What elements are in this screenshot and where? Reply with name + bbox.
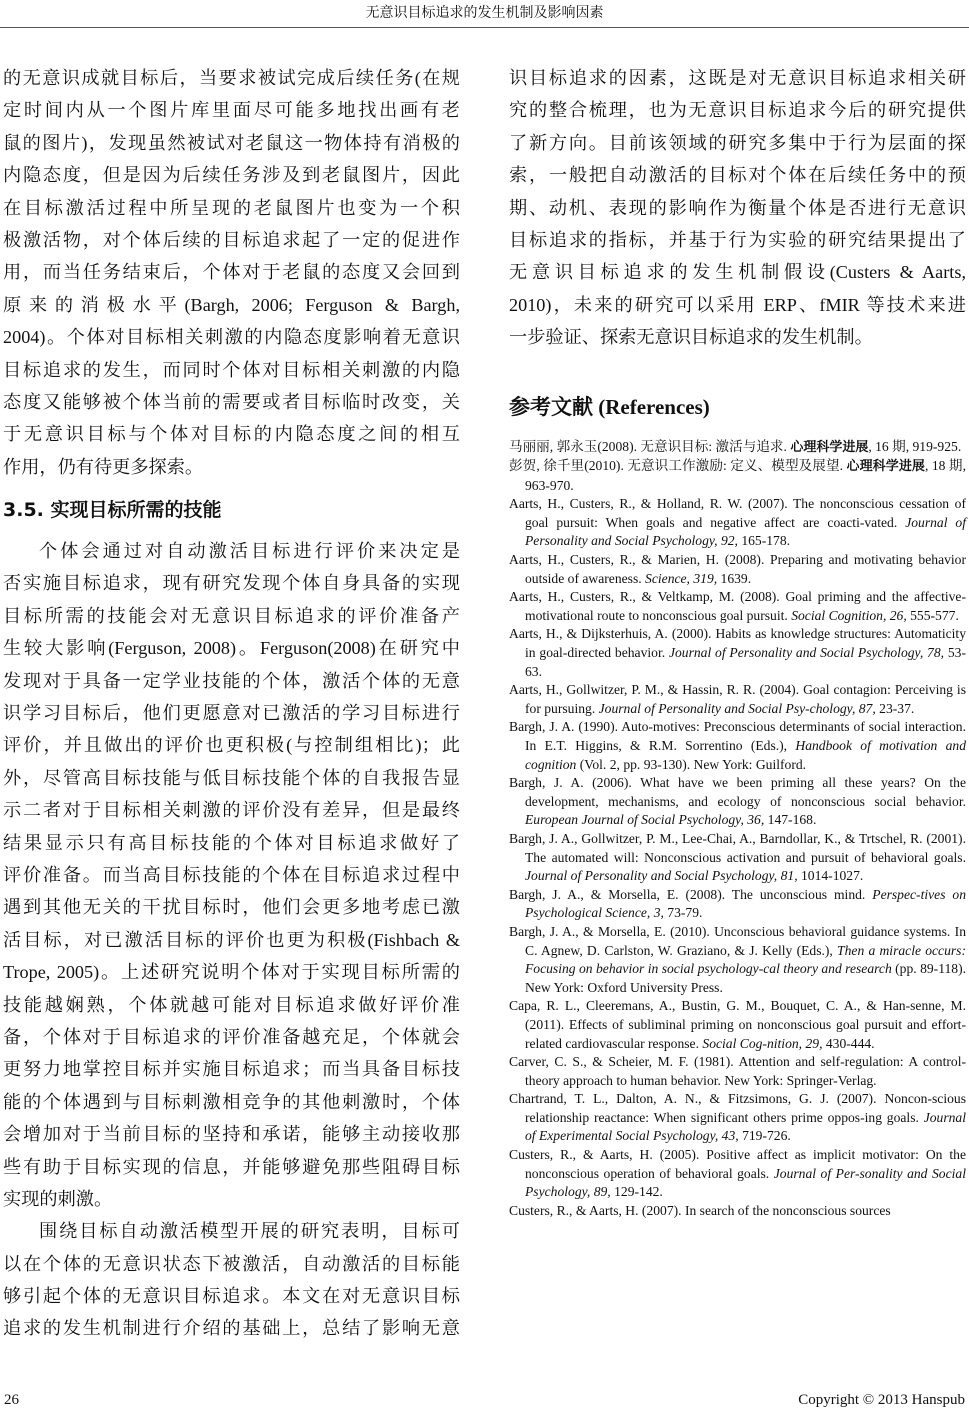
reference-text: 23-37. bbox=[875, 700, 915, 716]
text-line: 极激活物，对个体后续的目标追求起了一定的促进作 bbox=[3, 229, 460, 250]
reference-source: Science, 319, bbox=[645, 570, 718, 586]
reference-text: Capa, R. L., Cleeremans, A., Bustin, G. M., Bouquet, C. A., & Han-senne, M. (2011). Effects of subliminal priming on nonconscious goal pursuit and effort-related cardiovascular response. bbox=[509, 998, 966, 1051]
reference-entry bbox=[509, 997, 966, 1053]
reference-text: Chartrand, T. L., Dalton, A. N., & Fitzsimons, G. J. (2007). Noncon-scious relationship reactance: When significant others prime oppos-ing goals. bbox=[509, 1091, 966, 1125]
reference-source: Social Cog-nition, 29, bbox=[702, 1035, 823, 1051]
reference-text: Custers, R., & Aarts, H. (2005). Positive affect as implicit motivator: On the nonconscious operation of behavioral goals. bbox=[509, 1147, 966, 1181]
reference-text: 147-168. bbox=[764, 812, 817, 828]
text-line: 目标追求的指标，并基于行为实验的研究结果提出了 bbox=[509, 229, 966, 250]
reference-source: Journal of Personality and Social Psychology, 92, bbox=[525, 514, 967, 549]
text-line: 期、动机、表现的影响作为衡量个体是否进行无意识 bbox=[509, 197, 966, 218]
text-line: 识学习目标后，他们更愿意对已激活的学习目标进行 bbox=[3, 703, 460, 724]
page-number: 26 bbox=[4, 1392, 19, 1408]
reference-journal: 心理科学进展 bbox=[790, 439, 869, 455]
header-divider bbox=[0, 27, 969, 28]
reference-text: 53-63. bbox=[525, 645, 966, 679]
section-heading: 3.5. 实现目标所需的技能 bbox=[3, 499, 222, 522]
text-line: 个体会通过对自动激活目标进行评价来决定是 bbox=[39, 541, 460, 562]
reference-entry bbox=[509, 1090, 966, 1146]
text-line: 原来的消极水平(Bargh, 2006; Ferguson & Bargh, bbox=[3, 294, 460, 315]
text-line: 围绕目标自动激活模型开展的研究表明，目标可 bbox=[39, 1221, 460, 1242]
text-line: 否实施目标追求，现有研究发现个体自身具备的实现 bbox=[3, 573, 460, 594]
reference-text: 430-444. bbox=[822, 1035, 875, 1051]
reference-text: 1639. bbox=[717, 570, 752, 586]
text-line: 生较大影响(Ferguson, 2008)。Ferguson(2008)在研究中 bbox=[3, 638, 460, 659]
paragraph bbox=[509, 62, 966, 354]
reference-entry bbox=[509, 438, 966, 458]
reference-text: (Vol. 2, pp. 93-130). New York: Guilford. bbox=[576, 756, 807, 772]
text-line: 作用，仍有待更多探索。 bbox=[3, 456, 204, 477]
text-line: 定时间内从一个图片库里面尽可能多地找出画有老 bbox=[3, 100, 460, 121]
text-line: 于无意识目标与个体对目标的内隐态度之间的相互 bbox=[3, 424, 460, 445]
reference-text: , 16 期, 919-925. bbox=[868, 438, 962, 454]
reference-source: European Journal of Social Psychology, 36, bbox=[525, 812, 765, 828]
reference-text: 彭贺, 徐千里(2010). 无意识工作激励: 定义、模型及展望. bbox=[509, 458, 847, 474]
left-column bbox=[3, 62, 460, 1345]
reference-text: Bargh, J. A. (2006). What have we been priming all these years? On the development, mechanisms, and ecology of nonconscious social behavior. bbox=[509, 775, 966, 809]
text-line: 识目标追求的因素，这既是对无意识目标追求相关研 bbox=[509, 68, 966, 88]
reference-text: , 18 期, 963-970. bbox=[525, 458, 966, 493]
text-line: 态度又能够被个体当前的需要或者目标临时改变，关 bbox=[3, 391, 460, 412]
reference-source: Journal of Experimental Social Psychology, 43, bbox=[525, 1109, 966, 1144]
text-line: 在目标激活过程中所呈现的老鼠图片也变为一个积 bbox=[3, 197, 460, 218]
text-line: 备，个体对于目标追求的评价准备越充足，个体就会 bbox=[3, 1026, 460, 1047]
text-line: 实现的刺激。 bbox=[3, 1188, 113, 1209]
text-line: Trope, 2005)。上述研究说明个体对于实现目标所需的 bbox=[3, 962, 460, 983]
right-column bbox=[509, 62, 966, 1220]
text-line: 究的整合梳理，也为无意识目标追求今后的研究提供 bbox=[509, 100, 966, 121]
text-line: 遇到其他无关的干扰目标时，他们会更多地考虑已激 bbox=[3, 897, 460, 918]
reference-entry bbox=[509, 457, 966, 495]
text-line: 够引起个体的无意识目标追求。本文在对无意识目标 bbox=[3, 1286, 460, 1307]
text-line: 鼠的图片)，发现虽然被试对老鼠这一物体持有消极的 bbox=[3, 132, 460, 153]
running-header: 无意识目标追求的发生机制及影响因素 bbox=[365, 6, 604, 21]
reference-text: (pp. 89-118). New York: Oxford University Press. bbox=[525, 961, 967, 995]
text-line: 追求的发生机制进行介绍的基础上，总结了影响无意 bbox=[3, 1318, 460, 1339]
text-line: 技能越娴熟，个体就越可能对目标追求做好评价准 bbox=[3, 994, 460, 1015]
reference-source: Journal of Personality and Social Psychology, 81, bbox=[525, 868, 798, 884]
reference-text: Aarts, H., Custers, R., & Marien, H. (2008). Preparing and motivating behavior outside of awareness. bbox=[509, 552, 966, 586]
paragraph bbox=[3, 62, 460, 483]
text-line: 用，而当任务结束后，个体对于老鼠的态度又会回到 bbox=[3, 262, 460, 283]
reference-source: Journal of Personality and Social Psy-chology, 87, bbox=[598, 700, 876, 716]
text-line: 索，一般把自动激活的目标对个体在后续任务中的预 bbox=[509, 165, 966, 186]
text-line: 外，尽管高目标技能与低目标技能个体的自我报告显 bbox=[3, 767, 460, 788]
reference-list bbox=[509, 438, 966, 1221]
reference-source: Handbook of motivation and cognition bbox=[525, 738, 966, 772]
text-line: 的无意识成就目标后，当要求被试完成后续任务(在规 bbox=[3, 68, 460, 88]
reference-text: 1014-1027. bbox=[797, 868, 864, 884]
reference-text: 马丽丽, 郭永玉(2008). 无意识目标: 激活与追求. bbox=[509, 438, 791, 454]
text-line: 2010)，未来的研究可以采用 ERP、fMIR 等技术来进 bbox=[509, 294, 966, 315]
reference-text: Carver, C. S., & Scheier, M. F. (1981). Attention and self-regulation: A control-theory approach to human behavior. New York: Springer-Verlag. bbox=[509, 1054, 966, 1088]
text-line: 评价，并且做出的评价也更积极(与控制组相比)；此 bbox=[3, 735, 460, 756]
reference-text: Bargh, J. A. (1990). Auto-motives: Preconscious determinants of social interaction. In E.T. Higgins, & R.M. Sorrentino (Eds.), bbox=[509, 719, 966, 754]
paragraph bbox=[3, 1215, 460, 1345]
reference-text: Bargh, J. A., & Morsella, E. (2010). Unconscious behavioral guidance systems. In C. Agnew, D. Carlston, W. Graziano, & J. Kelly (Eds.), bbox=[509, 923, 966, 958]
text-line: 以在个体的无意识状态下被激活，自动激活的目标能 bbox=[3, 1253, 460, 1274]
reference-text: Bargh, J. A., Gollwitzer, P. M., Lee-Chai, A., Barndollar, K., & Trtschel, R. (2001). The automated will: Nonconscious activation and pursuit of behavioral goals. bbox=[509, 830, 966, 865]
reference-entry bbox=[509, 495, 966, 551]
text-line: 结果显示只有高目标技能的个体对目标追求做好了 bbox=[3, 832, 460, 853]
reference-entry bbox=[509, 1053, 966, 1090]
reference-entry bbox=[509, 588, 966, 625]
text-line: 内隐态度，但是因为后续任务涉及到老鼠图片，因此 bbox=[3, 165, 460, 186]
reference-source: Perspec-tives on Psychological Science, 3, bbox=[525, 886, 967, 921]
reference-text: 719-726. bbox=[738, 1128, 791, 1144]
text-line: 活目标，对已激活目标的评价也更为积极(Fishbach & bbox=[3, 929, 460, 950]
reference-entry bbox=[509, 625, 966, 681]
text-line: 示二者对于目标相关刺激的评价没有差异，但是最终 bbox=[3, 800, 460, 821]
references-heading: 参考文献 (References) bbox=[509, 394, 710, 419]
reference-source: Journal of Per-sonality and Social Psychology, 89, bbox=[525, 1165, 966, 1200]
reference-entry bbox=[509, 1146, 966, 1202]
text-line: 些有助于目标实现的信息，并能够避免那些阻碍目标 bbox=[3, 1156, 460, 1177]
reference-entry bbox=[509, 923, 966, 997]
reference-entry bbox=[509, 718, 966, 774]
text-line: 评价准备。而当高目标技能的个体在目标追求过程中 bbox=[3, 864, 460, 885]
reference-source: Social Cognition, 26, bbox=[791, 607, 907, 623]
text-line: 目标追求的发生，而同时个体对目标相关刺激的内隐 bbox=[3, 359, 460, 380]
reference-text: Custers, R., & Aarts, H. (2007). In search of the nonconscious sources bbox=[509, 1202, 891, 1218]
text-line: 发现对于具备一定学业技能的个体，激活个体的无意 bbox=[3, 670, 460, 691]
reference-source: Then a miracle occurs: Focusing on behavior in social psychology-cal theory and research bbox=[525, 942, 966, 977]
copyright: Copyright © 2013 Hanspub bbox=[798, 1392, 965, 1408]
reference-text: Aarts, H., Custers, R., & Holland, R. W. (2007). The nonconscious cessation of goal pursuit: When goals and negative affect are coacti-vated. bbox=[509, 496, 966, 530]
text-line: 2004)。个体对目标相关刺激的内隐态度影响着无意识 bbox=[3, 327, 460, 348]
reference-text: 73-79. bbox=[663, 905, 703, 921]
reference-text: 555-577. bbox=[906, 607, 959, 623]
reference-text: Aarts, H., Custers, R., & Veltkamp, M. (2008). Goal priming and the affective-motivational route to nonconscious goal pursuit. bbox=[509, 589, 966, 623]
text-line: 一步验证、探索无意识目标追求的发生机制。 bbox=[509, 327, 873, 348]
text-line: 更努力地掌控目标并实施目标追求；而当具备目标技 bbox=[3, 1059, 460, 1080]
reference-text: Aarts, H., & Dijksterhuis, A. (2000). Habits as knowledge structures: Automaticity in goal-directed behavior. bbox=[509, 626, 966, 661]
reference-journal: 心理科学进展 bbox=[846, 459, 925, 475]
reference-text: 129-142. bbox=[610, 1184, 663, 1200]
text-line: 无意识目标追求的发生机制假设(Custers & Aarts, bbox=[509, 262, 966, 283]
reference-entry bbox=[509, 551, 966, 588]
reference-source: Journal of Personality and Social Psychology, 78, bbox=[668, 645, 945, 661]
reference-text: 165-178. bbox=[737, 533, 791, 549]
reference-entry bbox=[509, 1202, 966, 1221]
reference-entry bbox=[509, 774, 966, 830]
text-line: 了新方向。目前该领域的研究多集中于行为层面的探 bbox=[509, 132, 966, 153]
reference-entry bbox=[509, 681, 966, 718]
text-line: 会增加对于当前目标的坚持和承诺，能够主动接收那 bbox=[3, 1124, 460, 1145]
reference-entry bbox=[509, 830, 966, 886]
reference-text: Aarts, H., Gollwitzer, P. M., & Hassin, R. R. (2004). Goal contagion: Perceiving is for pursuing. bbox=[509, 682, 966, 716]
text-line: 目标所需的技能会对无意识目标追求的评价准备产 bbox=[3, 605, 460, 626]
reference-entry bbox=[509, 886, 966, 923]
text-line: 能的个体遇到与目标刺激相竞争的其他刺激时，个体 bbox=[3, 1091, 460, 1112]
reference-text: Bargh, J. A., & Morsella, E. (2008). The unconscious mind. bbox=[509, 886, 873, 902]
paragraph bbox=[3, 535, 460, 1215]
